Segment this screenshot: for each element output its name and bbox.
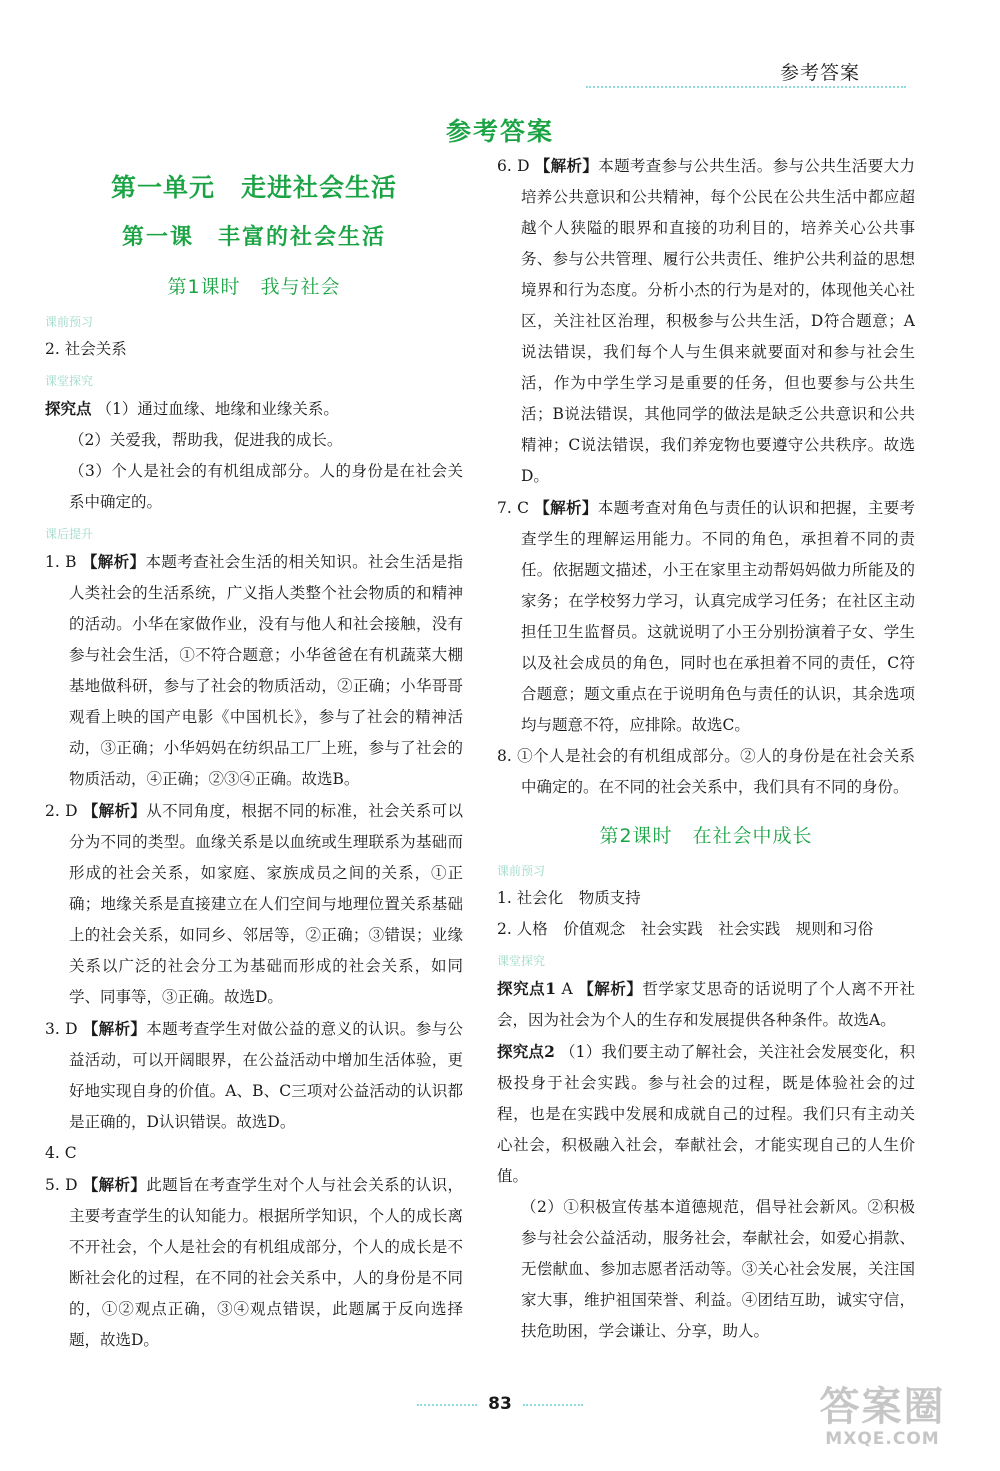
explore-answer-2: （2）关爱我，帮助我，促进我的成长。 xyxy=(69,431,343,449)
q6-analysis-label: 【解析】 xyxy=(534,156,599,175)
right-column xyxy=(497,150,915,1347)
header-rule xyxy=(586,86,906,88)
page-number: 83 xyxy=(488,1394,512,1414)
q1-analysis-label: 【解析】 xyxy=(81,552,146,571)
explore-point-1-text: 哲学家艾思奇的话说明了个人离不开社会，因为社会为个人的生存和发展提供各种条件。故选A。 xyxy=(497,980,915,1029)
explore-point-2-label: 探究点2 xyxy=(497,1042,555,1061)
q6-number: 6. D xyxy=(497,157,530,175)
period-2-title: 第2课时 在社会中成长 xyxy=(599,825,813,847)
q2-analysis-label: 【解析】 xyxy=(82,801,147,820)
answer-q5 xyxy=(45,1169,463,1356)
q5-text: 此题旨在考查学生对个人与社会关系的认识，主要考查学生的认知能力。根据所学知识，个人的成长离不开社会，个人是社会的有机组成部分，个人的成长是不断社会化的过程，在不同的社会关系中，人的身份是不同的，①②观点正确，③④观点错误，此题属于反向选择题，故选D。 xyxy=(69,1176,463,1349)
q3-text: 本题考查学生对做公益的意义的认识。参与公益活动，可以开阔眼界，在公益活动中增加生活体验，更好地实现自身的价值。A、B、C三项对公益活动的认识都是正确的，D认识错误。故选D。 xyxy=(69,1020,463,1131)
unit-title: 第一单元 走进社会生活 xyxy=(110,173,397,202)
q2-text: 从不同角度，根据不同的标准，社会关系可以分为不同的类型。血缘关系是以血统或生理联系为基础而形成的社会关系，如家庭、家族成员之间的关系，①正确；地缘关系是直接建立在人们空间与地理位置关系基础上的社会关系，如同乡、邻居等，②正确；③错误；业缘关系以广泛的社会分工为基础而形成的社会关系，如同学、同事等，③正确。故选D。 xyxy=(69,802,463,1006)
preview-answer-1: 1. 社会化 物质支持 xyxy=(497,889,641,907)
q3-analysis-label: 【解析】 xyxy=(82,1019,147,1038)
section-tag-explore: 课堂探究 xyxy=(45,374,94,388)
explore-point-2-text-b: （2）①积极宣传基本道德规范，倡导社会新风。②积极参与社会公益活动，服务社会，奉献社会，如爱心捐款、无偿献血、参加志愿者活动等。③关心社会发展，关注国家大事，维护祖国荣誉、利益。④团结互助，诚实守信，扶危助困，学会谦让、分享，助人。 xyxy=(521,1198,915,1340)
section-tag-preview: 课前预习 xyxy=(45,315,94,329)
q5-analysis-label: 【解析】 xyxy=(82,1175,147,1194)
explore-point-2-text-a: （1）我们要主动了解社会，关注社会发展变化，积极投身于社会实践。参与社会的过程，既是体验社会的过程，也是在实践中发展和成就自己的过程。我们只有主动关心社会，积极融入社会，奉献社会，才能实现自己的人生价值。 xyxy=(497,1043,915,1185)
answer-q6 xyxy=(497,150,915,492)
explore-point-1-analysis-label: 【解析】 xyxy=(578,979,643,998)
watermark-logo xyxy=(795,1385,970,1449)
footer-rule-left xyxy=(417,1404,477,1406)
q7-text: 本题考查对角色与责任的认识和把握，主要考查学生的理解运用能力。不同的角色，承担着不同的责任。依据题文描述，小王在家里主动帮妈妈做力所能及的家务；在学校努力学习，认真完成学习任务；在社区主动担任卫生监督员。这就说明了小王分别扮演着子女、学生以及社会成员的角色，同时也在承担着不同的责任，C符合题意；题文重点在于说明角色与责任的认识，其余选项均与题意不符，应排除。故选C。 xyxy=(521,499,915,734)
answer-q3 xyxy=(45,1013,463,1138)
period-title: 第1课时 我与社会 xyxy=(167,276,341,298)
explore-answer-3: （3）个人是社会的有机组成部分。人的身份是在社会关系中确定的。 xyxy=(69,462,463,511)
preview-answer-2: 2. 人格 价值观念 社会实践 社会实践 规则和习俗 xyxy=(497,920,874,938)
q2-number: 2. D xyxy=(45,802,78,820)
section-tag-explore-2: 课堂探究 xyxy=(497,954,546,968)
section-tag-after-class: 课后提升 xyxy=(45,527,94,541)
q1-number: 1. B xyxy=(45,553,77,571)
explore-point-1 xyxy=(497,973,915,1036)
answer-q2 xyxy=(45,795,463,1013)
q7-analysis-label: 【解析】 xyxy=(534,498,598,517)
section-tag-preview-2: 课前预习 xyxy=(497,864,546,878)
lesson-title: 第一课 丰富的社会生活 xyxy=(121,224,386,250)
explore-text-1: （1）通过血缘、地缘和业缘关系。 xyxy=(96,400,339,418)
answer-q4: 4. C xyxy=(45,1144,77,1162)
preview-answer: 2. 社会关系 xyxy=(45,340,127,358)
q3-number: 3. D xyxy=(45,1020,78,1038)
explore-point-1-label: 探究点1 xyxy=(497,979,556,998)
watermark-text: 答案圈 xyxy=(819,1384,946,1430)
main-title: 参考答案 xyxy=(445,117,554,146)
q5-number: 5. D xyxy=(45,1176,78,1194)
explore-point-1-answer: A xyxy=(561,980,573,998)
explore-answer-1 xyxy=(45,393,463,425)
explore-label: 探究点 xyxy=(45,399,92,418)
footer-rule-right xyxy=(523,1404,583,1406)
running-header: 参考答案 xyxy=(779,62,860,84)
watermark-url: MXQE.COM xyxy=(825,1429,940,1449)
q1-text: 本题考查社会生活的相关知识。社会生活是指人类社会的生活系统，广义指人类整个社会物质的和精神的活动。小华在家做作业，没有与他人和社会接触，没有参与社会生活，①不符合题意；小华爸爸在有机蔬菜大棚基地做科研，参与了社会的物质活动，②正确；小华哥哥观看上映的国产电影《中国机长》，参与了社会的精神活动，③正确；小华妈妈在纺织品工厂上班，参与了社会的物质活动，④正确；②③④正确。故选B。 xyxy=(69,553,463,788)
left-column xyxy=(45,150,463,1356)
q7-number: 7. C xyxy=(497,499,529,517)
explore-point-2 xyxy=(497,1036,915,1192)
answer-q1 xyxy=(45,546,463,795)
q6-text: 本题考查参与公共生活。参与公共生活要大力培养公共意识和公共精神，每个公民在公共生活中都应超越个人狭隘的眼界和直接的功利目的，培养关心公共事务、参与公共管理、履行公共责任、维护公共利益的思想境界和行为态度。分析小杰的行为是对的，体现他关心社区，关注社区治理，积极参与公共生活，D符合题意；A说法错误，我们每个人与生俱来就要面对和参与社会生活，作为中学生学习是重要的任务，但也要参与公共生活；B说法错误，其他同学的做法是缺乏公共意识和公共精神；C说法错误，我们养宠物也要遵守公共秩序。故选D。 xyxy=(521,157,915,485)
answer-q7 xyxy=(497,492,915,741)
answer-q8: 8. ①个人是社会的有机组成部分。②人的身份是在社会关系中确定的。在不同的社会关系中，我们具有不同的身份。 xyxy=(497,747,915,796)
